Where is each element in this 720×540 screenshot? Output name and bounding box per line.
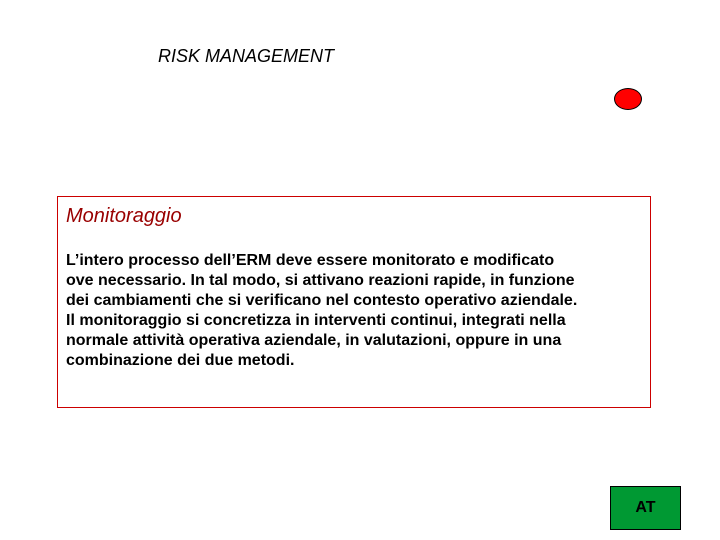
nav-button-at[interactable] <box>610 486 681 530</box>
body-line: combinazione dei due metodi. <box>66 352 295 369</box>
nav-button-label: AT <box>635 499 656 516</box>
slide-title: RISK MANAGEMENT <box>158 46 335 66</box>
body-line: L’intero processo dell’ERM deve essere monitorato e modificato <box>66 252 555 269</box>
content-box-heading: Monitoraggio <box>66 205 182 227</box>
body-line: ove necessario. In tal modo, si attivano reazioni rapide, in funzione <box>66 272 575 289</box>
body-line: Il monitoraggio si concretizza in interventi continui, integrati nella <box>66 312 566 329</box>
content-box-body <box>66 251 646 371</box>
content-box <box>57 196 651 408</box>
body-line: normale attività operativa aziendale, in valutazioni, oppure in una <box>66 332 562 349</box>
body-line: dei cambiamenti che si verificano nel contesto operativo aziendale. <box>66 292 578 309</box>
red-circle-icon <box>614 88 642 110</box>
